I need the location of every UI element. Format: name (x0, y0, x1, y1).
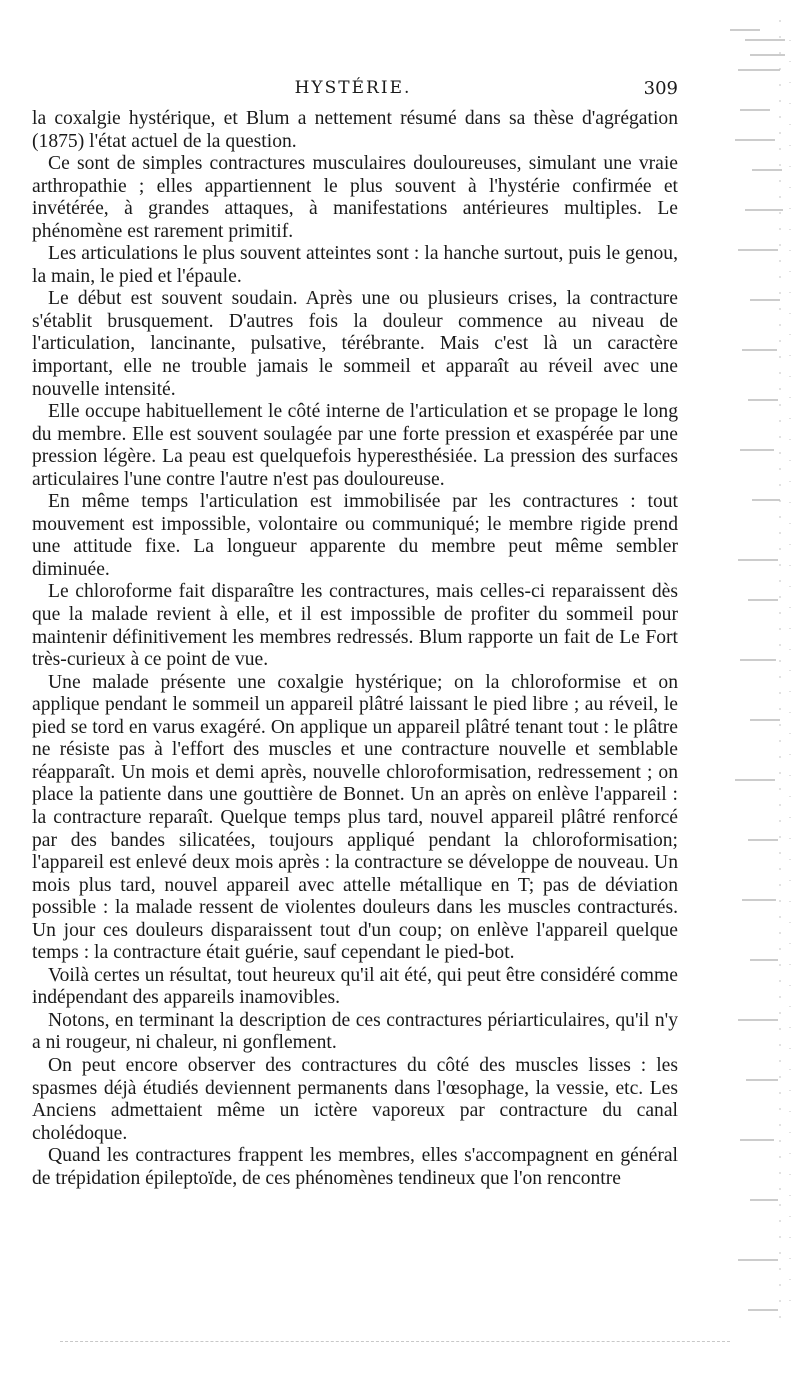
scan-margin-noise (690, 0, 800, 1376)
paragraph: En même temps l'articulation est immobilisée par les contractures : tout mouvement est impossible, volontaire ou communiqué; le membre rigide prend une attitude fixe. La longueur apparente du membre peut même sembler diminuée. (32, 491, 678, 580)
bottom-scan-line (60, 1341, 730, 1342)
paragraph: Voilà certes un résultat, tout heureux qu'il ait été, qui peut être considéré comme indépendant des appareils inamovibles. (32, 964, 678, 1009)
page-number: 309 (643, 78, 678, 99)
paragraph: Notons, en terminant la description de ces contractures périarticulaires, qu'il n'y a ni rougeur, ni chaleur, ni gonflement. (32, 1009, 678, 1054)
paragraph: la coxalgie hystérique, et Blum a nettement résumé dans sa thèse d'agrégation (1875) l'état actuel de la question. (32, 108, 678, 152)
paragraph: Le chloroforme fait disparaître les contractures, mais celles-ci reparaissent dès que la malade revient à elle, et il est impossible de profiter du sommeil pour maintenir définitivement les membres redressés. Blum rapporte un fait de Le Fort très-curieux à ce point de vue. (32, 581, 678, 671)
body-text (32, 108, 678, 1190)
paragraph: On peut encore observer des contractures du côté des muscles lisses : les spasmes déjà étudiés deviennent permanents dans l'œsophage, la vessie, etc. Les Anciens admettaient même un ictère vaporeux par contracture du canal cholédoque. (32, 1054, 678, 1144)
paragraph: Les articulations le plus souvent atteintes sont : la hanche surtout, puis le genou, la main, le pied et l'épaule. (32, 243, 678, 287)
paragraph: Quand les contractures frappent les membres, elles s'accompagnent en général de trépidation épileptoïde, de ces phénomènes tendineux que l'on rencontre (32, 1145, 678, 1189)
page-header (28, 78, 678, 106)
paragraph: Elle occupe habituellement le côté interne de l'articulation et se propage le long du membre. Elle est souvent soulagée par une forte pression et exaspérée par une pression légère. La peau est quelquefois hyperesthésiée. La pression des surfaces articulaires l'une contre l'autre n'est pas douloureuse. (32, 401, 678, 490)
paragraph: Le début est souvent soudain. Après une ou plusieurs crises, la contracture s'établit brusquement. D'autres fois la douleur commence au niveau de l'articulation, lancinante, pulsative, térébrante. Mais c'est là un caractère important, elle ne trouble jamais le sommeil et apparaît au réveil avec une nouvelle intensité. (32, 288, 678, 400)
paragraph: Ce sont de simples contractures musculaires douloureuses, simulant une vraie arthropathie ; elles appartiennent le plus souvent à l'hystérie confirmée et invétérée, à grandes attaques, à manifestations antérieures multiples. Le phénomène est rarement primitif. (32, 153, 678, 242)
running-title: HYSTÉRIE. (294, 78, 412, 98)
paragraph: Une malade présente une coxalgie hystérique; on la chloroformise et on applique pendant le sommeil un appareil plâtré laissant le pied libre ; au réveil, le pied se tord en varus exagéré. On applique un appareil plâtré tenant tout : le plâtre ne résiste pas à l'effort des muscles et une contracture nouvelle et semblable réapparaît. Un mois et demi après, nouvelle chloroformisation, redressement ; on place la patiente dans une gouttière de Bonnet. Un an après on enlève l'appareil : la contracture reparaît. Quelque temps plus tard, nouvel appareil plâtré renforcé par des bandes silicatées, toujours appliqué pendant la chloroformisation; l'appareil est enlevé deux mois après : la contracture se développe de nouveau. Un mois plus tard, nouvel appareil avec attelle métallique en T; pas de déviation possible : la malade ressent de violentes douleurs dans les muscles contracturés. Un jour ces douleurs disparaissent tout d'un coup; on enlève l'appareil quelque temps : la contracture était guérie, sauf cependant le pied-bot. (32, 671, 678, 964)
